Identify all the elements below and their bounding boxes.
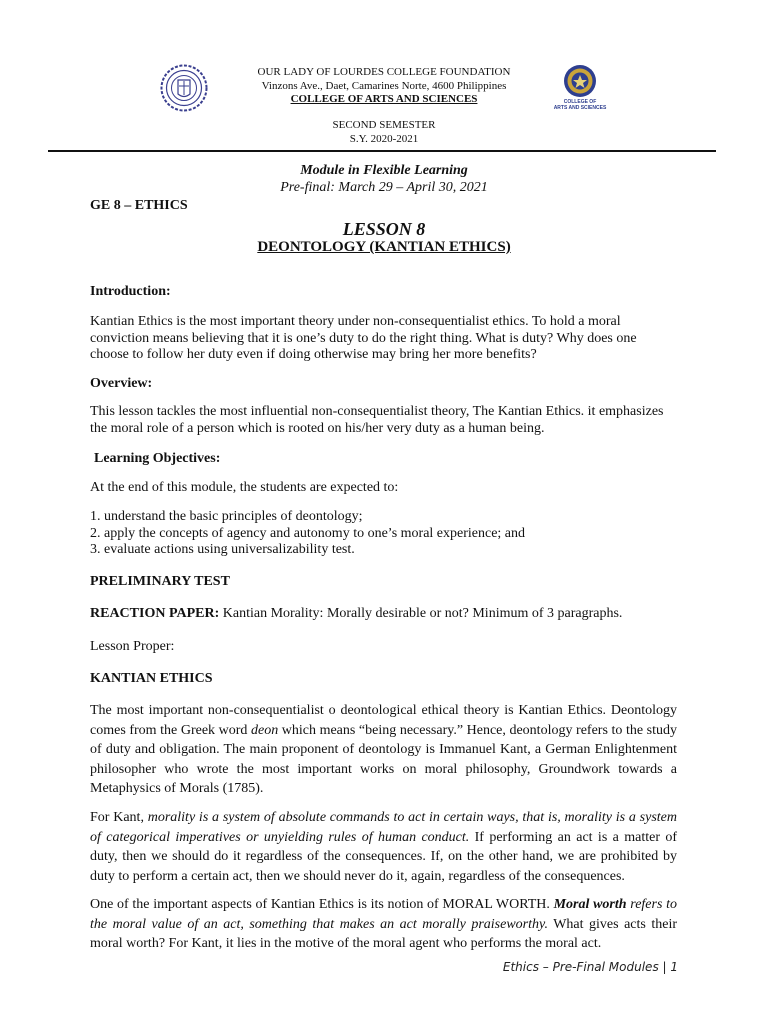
course-code: GE 8 – ETHICS [90, 198, 188, 213]
reaction-paper-text: Kantian Morality: Morally desirable or not? Minimum of 3 paragraphs. [219, 606, 623, 621]
objectives-list [90, 509, 677, 559]
lesson-number: LESSON 8 [342, 219, 426, 239]
seal-caption-line-2: ARTS AND SCIENCES [553, 104, 607, 111]
module-title: Module in Flexible Learning [300, 163, 468, 178]
seal-caption-line-1: COLLEGE OF [563, 99, 597, 105]
overview-text: This lesson tackles the most influential non-consequentialist theory, The Kantian Ethics. it emphasizes the moral role of a person which is rooted on his/her very duty as a human being. [90, 404, 664, 436]
p3-strong-term: Moral worth [553, 897, 627, 912]
p3-text-a: One of the important aspects of Kantian Ethics is its notion of MORAL WORTH. [90, 897, 554, 912]
reaction-paper-label: REACTION PAPER: [90, 606, 220, 621]
kantian-paragraph-2 [90, 808, 677, 886]
semester: SECOND SEMESTER [332, 119, 436, 131]
kantian-ethics-heading: KANTIAN ETHICS [90, 671, 213, 686]
reaction-paper [90, 606, 677, 623]
objective-item: 1. understand the basic principles of deontology; [90, 509, 363, 524]
introduction-text: Kantian Ethics is the most important theory under non-consequentialist ethics. To hold a moral conviction means believing that it is one’s duty to do the right thing. What is duty? Why does one choose to follow her duty even if doing otherwise may bring her more benefits? [90, 314, 637, 362]
lesson-proper-label: Lesson Proper: [90, 639, 175, 654]
objectives-intro: At the end of this module, the students are expected to: [90, 480, 399, 495]
p1-text-a: The most important non-consequentialist o deontological ethical theory is Kantian Ethics. Deontology comes from the Greek word [90, 703, 677, 738]
objectives-heading: Learning Objectives: [94, 451, 221, 466]
overview-heading: Overview: [90, 376, 153, 391]
institution-name: OUR LADY OF LOURDES COLLEGE FOUNDATION [257, 66, 511, 78]
p2-text-b: If performing an act is a matter of duty, then we should do it regardless of the consequences. If, on the other hand, we are prohibited by duty to perform a certain act, then we should never do it, again, regardless of the consequences. [90, 829, 678, 884]
college-name: COLLEGE OF ARTS AND SCIENCES [290, 93, 478, 105]
kantian-paragraph-3 [90, 895, 677, 954]
p2-emphasis: morality is a system of absolute commands to act in certain ways, that is, morality is a system of categorical imperatives or unyielding rules of human conduct. [90, 810, 677, 845]
lesson-title: DEONTOLOGY (KANTIAN ETHICS) [257, 239, 511, 255]
page-footer: Ethics – Pre-Final Modules | 1 [502, 960, 678, 974]
objective-item: 3. evaluate actions using universalizability test. [90, 542, 355, 557]
introduction-heading: Introduction: [90, 284, 171, 299]
p3-text-b: What gives acts their moral worth? For Kant, it lies in the motive of the moral agent who performs the moral act. [90, 916, 677, 951]
school-year: S.Y. 2020-2021 [349, 133, 419, 145]
p1-text-b: which means “being necessary.” Hence, deontology refers to the study of duty and obligation. The main proponent of deontology is Immanuel Kant, a German Enlightenment philosopher who wrote the most important works on moral philosophy, Groundwork towards a Metaphysics of Morals (1785). [90, 722, 677, 796]
p1-term-deon: deon [250, 722, 279, 738]
preliminary-test-heading: PRELIMINARY TEST [90, 574, 230, 589]
p2-text-a: For Kant, [90, 810, 148, 825]
module-period: Pre-final: March 29 – April 30, 2021 [280, 180, 488, 195]
header-divider [48, 150, 716, 152]
institution-address: Vinzons Ave., Daet, Camarines Norte, 4600 Philippines [261, 80, 507, 92]
kantian-paragraph-1 [90, 701, 677, 799]
p3-emphasis: refers to the moral value of an act, something that makes an act morally praiseworthy. [90, 897, 678, 932]
objective-item: 2. apply the concepts of agency and autonomy to one’s moral experience; and [90, 525, 526, 541]
